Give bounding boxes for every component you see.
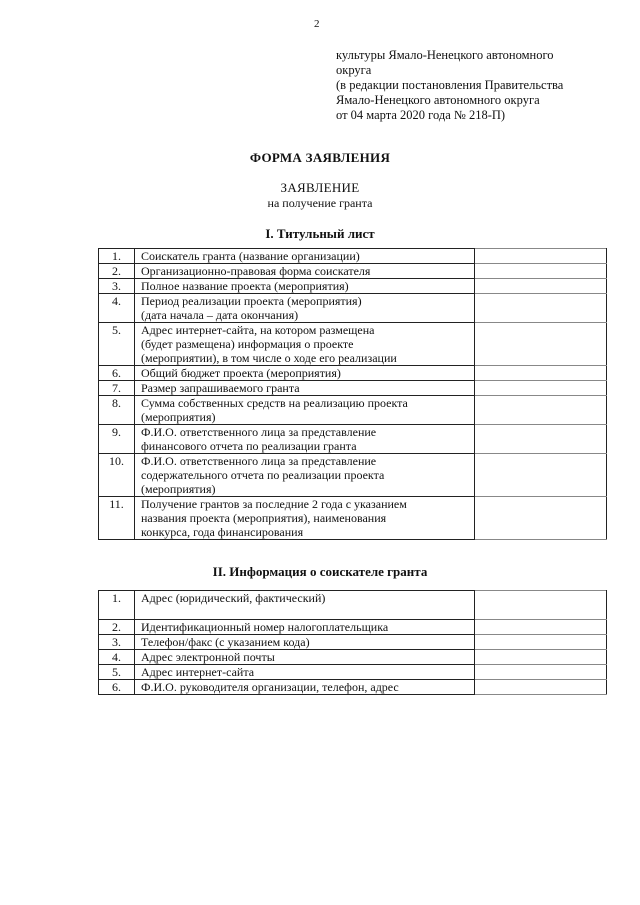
value-cell[interactable] xyxy=(475,396,607,425)
row-label-line: конкурса, года финансирования xyxy=(141,525,304,539)
row-label xyxy=(135,279,475,294)
section2-title: II. Информация о соискателе гранта xyxy=(212,564,428,579)
row-number: 5. xyxy=(99,323,135,366)
row-label xyxy=(135,680,475,695)
table-row xyxy=(99,650,607,665)
row-number: 4. xyxy=(99,650,135,665)
value-cell[interactable] xyxy=(475,294,607,323)
value-cell[interactable] xyxy=(475,366,607,381)
value-cell[interactable] xyxy=(475,279,607,294)
row-label-line: названия проекта (мероприятия), наименования xyxy=(141,511,387,525)
row-number: 11. xyxy=(99,497,135,540)
value-cell[interactable] xyxy=(475,635,607,650)
header-line: от 04 марта 2020 года № 218-П) xyxy=(336,108,506,122)
header-reference-block xyxy=(336,48,626,123)
row-label xyxy=(135,454,475,497)
row-label-line: Адрес интернет-сайта xyxy=(141,665,255,679)
table-row xyxy=(99,591,607,620)
row-label-line: содержательного отчета по реализации проекта xyxy=(141,468,385,482)
row-label-line: Полное название проекта (мероприятия) xyxy=(141,279,349,293)
value-cell[interactable] xyxy=(475,665,607,680)
row-number: 1. xyxy=(99,249,135,264)
table-row xyxy=(99,366,607,381)
row-number: 1. xyxy=(99,591,135,620)
row-label-line: (мероприятии), в том числе о ходе его реализации xyxy=(141,351,397,365)
row-label-line: Адрес интернет-сайта, на котором размещена xyxy=(141,323,375,337)
table-row xyxy=(99,620,607,635)
table-row xyxy=(99,454,607,497)
form-title: ФОРМА ЗАЯВЛЕНИЯ xyxy=(249,150,391,165)
row-number: 9. xyxy=(99,425,135,454)
row-number: 8. xyxy=(99,396,135,425)
application-title: ЗАЯВЛЕНИЕ xyxy=(280,180,360,195)
table-row xyxy=(99,249,607,264)
value-cell[interactable] xyxy=(475,680,607,695)
table-row xyxy=(99,635,607,650)
row-label-line: Идентификационный номер налогоплательщика xyxy=(141,620,389,634)
value-cell[interactable] xyxy=(475,591,607,620)
section1-title: I. Титульный лист xyxy=(265,226,375,241)
table-row xyxy=(99,425,607,454)
row-number: 3. xyxy=(99,279,135,294)
table-row xyxy=(99,381,607,396)
row-number: 6. xyxy=(99,366,135,381)
title-page-table xyxy=(98,248,607,540)
table-row xyxy=(99,264,607,279)
row-number: 2. xyxy=(99,264,135,279)
header-line: (в редакции постановления Правительства xyxy=(336,78,564,92)
row-label-line: Период реализации проекта (мероприятия) xyxy=(141,294,362,308)
row-label-line: (мероприятия) xyxy=(141,482,216,496)
row-label-line: Ф.И.О. ответственного лица за представление xyxy=(141,454,377,468)
table-row xyxy=(99,279,607,294)
table-row xyxy=(99,396,607,425)
row-label xyxy=(135,249,475,264)
row-number: 2. xyxy=(99,620,135,635)
applicant-info-table xyxy=(98,590,607,695)
row-label-line: Ф.И.О. руководителя организации, телефон, адрес xyxy=(141,680,399,694)
value-cell[interactable] xyxy=(475,497,607,540)
row-label-line: Соискатель гранта (название организации) xyxy=(141,249,360,263)
row-label-line: Телефон/факс (с указанием кода) xyxy=(141,635,310,649)
page-number: 2 xyxy=(314,18,320,30)
row-label xyxy=(135,425,475,454)
row-number: 3. xyxy=(99,635,135,650)
row-label-line: финансового отчета по реализации гранта xyxy=(141,439,357,453)
row-label-line: Адрес (юридический, фактический) xyxy=(141,591,326,605)
row-label-line: (будет размещена) информация о проекте xyxy=(141,337,354,351)
row-number: 10. xyxy=(99,454,135,497)
value-cell[interactable] xyxy=(475,620,607,635)
row-label-line: Общий бюджет проекта (мероприятия) xyxy=(141,366,341,380)
row-label xyxy=(135,635,475,650)
row-label-line: Размер запрашиваемого гранта xyxy=(141,381,300,395)
row-label xyxy=(135,665,475,680)
row-number: 5. xyxy=(99,665,135,680)
row-label-line: Сумма собственных средств на реализацию проекта xyxy=(141,396,408,410)
row-number: 4. xyxy=(99,294,135,323)
row-label-line: Адрес электронной почты xyxy=(141,650,275,664)
row-number: 7. xyxy=(99,381,135,396)
row-label-line: Ф.И.О. ответственного лица за представление xyxy=(141,425,377,439)
row-label xyxy=(135,381,475,396)
application-subtitle: на получение гранта xyxy=(267,196,373,210)
table-row xyxy=(99,497,607,540)
table-row xyxy=(99,680,607,695)
header-line: округа xyxy=(336,63,372,77)
header-line: культуры Ямало-Ненецкого автономного xyxy=(336,48,554,62)
value-cell[interactable] xyxy=(475,381,607,396)
table-row xyxy=(99,665,607,680)
value-cell[interactable] xyxy=(475,264,607,279)
row-label-line: (мероприятия) xyxy=(141,410,216,424)
table-row xyxy=(99,323,607,366)
header-line: Ямало-Ненецкого автономного округа xyxy=(336,93,540,107)
row-label-line: Получение грантов за последние 2 года с указанием xyxy=(141,497,407,511)
row-label xyxy=(135,650,475,665)
row-label xyxy=(135,591,475,620)
row-label-line: (дата начала – дата окончания) xyxy=(141,308,299,322)
table-row xyxy=(99,294,607,323)
row-label xyxy=(135,366,475,381)
value-cell[interactable] xyxy=(475,249,607,264)
row-label xyxy=(135,264,475,279)
value-cell[interactable] xyxy=(475,454,607,497)
row-label xyxy=(135,396,475,425)
row-number: 6. xyxy=(99,680,135,695)
row-label-line: Организационно-правовая форма соискателя xyxy=(141,264,371,278)
row-label xyxy=(135,620,475,635)
row-gap xyxy=(141,605,474,619)
row-label xyxy=(135,294,475,323)
value-cell[interactable] xyxy=(475,323,607,366)
value-cell[interactable] xyxy=(475,650,607,665)
row-label xyxy=(135,497,475,540)
row-label xyxy=(135,323,475,366)
value-cell[interactable] xyxy=(475,425,607,454)
